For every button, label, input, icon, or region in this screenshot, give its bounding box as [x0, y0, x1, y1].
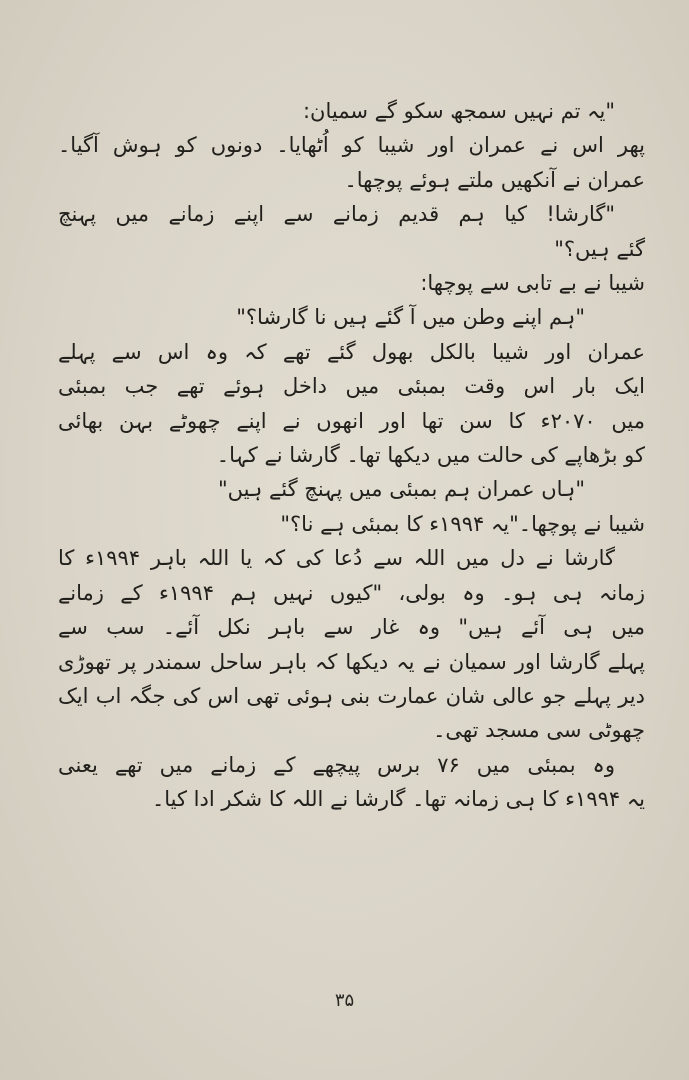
- text-line: یہ ۱۹۹۴ء کا ہی زمانہ تھا۔ گارشا نے اللہ کا شکر ادا کیا۔: [151, 787, 645, 812]
- page-text: [58, 94, 645, 817]
- text-line: پھر اس نے عمران اور شیبا کو اُٹھایا۔ دونوں کو ہوش آگیا۔: [58, 133, 645, 158]
- text-line: "گارشا! کیا ہم قدیم زمانے سے اپنے زمانے میں پہنچ: [58, 202, 615, 227]
- text-line: عمران اور شیبا بالکل بھول گئے تھے کہ وہ اس سے پہلے: [58, 339, 645, 364]
- text-line: "ہاں عمران ہم بمبئی میں پہنچ گئے ہیں": [217, 477, 585, 502]
- text-line: گئے ہیں؟": [554, 236, 645, 261]
- text-line: کو بڑھاپے کی حالت میں دیکھا تھا۔ گارشا نے کہا۔: [216, 443, 645, 468]
- text-line: پہلے گارشا اور سمیان نے یہ دیکھا کہ باہر ساحل سمندر پر تھوڑی: [58, 649, 645, 674]
- text-line: دیر پہلے جو عالی شان عمارت بنی ہوئی تھی اس کی جگہ اب ایک: [58, 683, 645, 708]
- text-line: وہ بمبئی میں ۷۶ برس پیچھے کے زمانے میں تھے یعنی: [58, 752, 615, 777]
- text-line: میں ہی آئے ہیں" وہ غار سے باہر نکل آئے۔ سب سے: [58, 615, 645, 640]
- text-line: عمران نے آنکھیں ملتے ہوئے پوچھا۔: [344, 167, 645, 192]
- text-line: "ہم اپنے وطن میں آ گئے ہیں نا گارشا؟": [236, 305, 585, 330]
- text-line: گارشا نے دل میں اللہ سے دُعا کی کہ یا اللہ باہر ۱۹۹۴ء کا: [58, 546, 615, 571]
- text-line: زمانہ ہی ہو۔ وہ بولی، "کیوں نہیں ہم ۱۹۹۴ء کے زمانے: [58, 580, 645, 605]
- text-line: ایک بار اس وقت بمبئی میں داخل ہوئے تھے جب بمبئی: [58, 374, 645, 399]
- text-line: "یہ تم نہیں سمجھ سکو گے سمیان:: [302, 99, 615, 123]
- text-line: میں ۲۰۷۰ء کا سن تھا اور انھوں نے اپنے چھوٹے بہن بھائی: [58, 408, 645, 433]
- text-line: چھوٹی سی مسجد تھی۔: [433, 718, 645, 743]
- page-number: ۳۵: [334, 990, 355, 1011]
- text-line: شیبا نے بے تابی سے پوچھا:: [420, 271, 645, 296]
- text-line: شیبا نے پوچھا۔"یہ ۱۹۹۴ء کا بمبئی ہے نا؟": [280, 511, 645, 536]
